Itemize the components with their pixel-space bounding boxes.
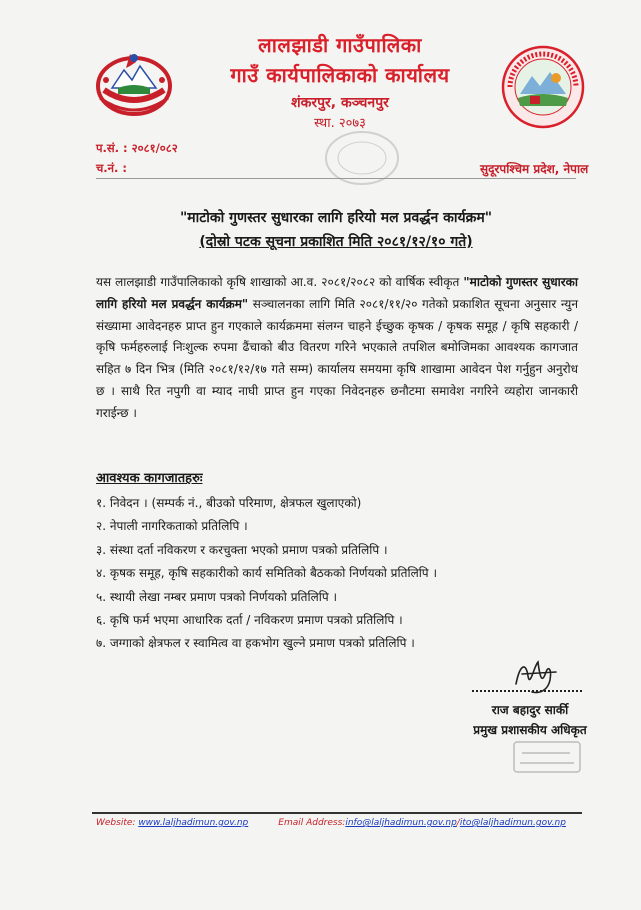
list-item: २. नेपाली नागरिकताको प्रतिलिपि । [96,519,248,534]
nepal-emblem-icon [90,40,178,120]
notice-body [96,272,578,425]
official-stamp-icon [512,740,582,774]
documents-list [96,492,566,656]
office-name: गाउँ कार्यपालिकाको कार्यालय [230,63,450,87]
dispatch-number: च.नं. : [96,161,128,175]
office-address: शंकरपुर, कञ्चनपुर [291,95,389,111]
faint-stamp-icon [322,128,402,188]
website-label: Website: [96,818,139,828]
footer [96,818,586,828]
body-intro: यस लालझाडी गाउँपालिकाको कृषि शाखाको आ.व. २०८१/२०८२ को वार्षिक स्वीकृत [96,275,460,289]
email-link-info[interactable]: info@laljhadimun.gov.np [345,818,457,828]
established-year: स्था. २०७३ [314,116,366,131]
signatory-designation: प्रमुख प्रशासकीय अधिकृत [473,723,587,737]
list-item: ६. कृषि फर्म भएमा आधारिक दर्ता / नविकरण प्रमाण पत्रको प्रतिलिपि । [96,613,403,628]
email-label: Email Address: [278,818,346,828]
body-details: सञ्चालनका लागि मिति २०८१/११/२० गतेको प्रकाशित सूचना अनुसार न्युन संख्यामा आवेदनहरु प्राप्त हुन गएकाले कार्यक्रममा संलग्न चाहने ईच्छुक कृषक / कृषक समूह / कृषि सहकारी / कृषि फर्महरुलाई निःशुल्क रुपमा ढैंचाको बीउ वितरण गरिने भएकाले तपशिल बमोजिमका आवश्यक कागजात सहित ७ दिन भित्र (मिति २०८१/१२/१७ गते सम्म) कार्यालय समयमा कृषि शाखामा आवेदन पेश गर्नुहुन अनुरोध छ । साथै रित नपुगी वा म्याद नाघी प्राप्त हुन गएका निवेदनहरु छनौटमा समावेश नगरिने व्यहोरा जानकारी गराईन्छ । [96,296,578,420]
signature-line [472,690,582,692]
footer-divider [92,812,582,814]
documents-heading: आवश्यक कागजातहरुः [96,471,203,486]
list-item: १. निवेदन । (सम्पर्क नं., बीउको परिमाण, क्षेत्रफल खुलाएको) [96,496,362,510]
notice-title: "माटोको गुणस्तर सुधारका लागि हरियो मल प्रवर्द्धन कार्यक्रम" [179,210,493,226]
list-item: ७. जग्गाको क्षेत्रफल र स्वामित्व वा हकभोग खुल्ने प्रमाण पत्रको प्रतिलिपि । [96,636,415,651]
email-separator: / [456,818,460,828]
province-name: सुदूरपश्चिम प्रदेश, नेपाल [480,162,589,176]
list-item: ५. स्थायी लेखा नम्बर प्रमाण पत्रको निर्णयको प्रतिलिपि । [96,589,337,604]
signatory-name: राज बहादुर सार्की [491,703,569,717]
municipality-seal-icon [500,44,586,130]
list-item: ४. कृषक समूह, कृषि सहकारीको कार्य समितिको बैठकको निर्णयको प्रतिलिपि । [96,566,437,581]
office-header [180,30,500,134]
email-link-ito[interactable]: ito@laljhadimun.gov.np [459,818,566,828]
municipality-name: लालझाडी गाउँपालिका [258,33,422,57]
header-divider [96,178,576,179]
notice-subtitle-text: (दोस्रो पटक सूचना प्रकाशित मिति २०८१/१२/१० गते) [199,234,473,250]
notice-subtitle [96,230,576,254]
reference-number: प.सं. : २०८१/०८२ [96,141,178,155]
body-program-name: "माटोको गुणस्तर सुधारका लागि हरियो मल प्रवर्द्धन कार्यक्रम" [96,275,578,311]
website-link[interactable]: www.laljhadimun.gov.np [138,818,249,828]
list-item: ३. संस्था दर्ता नविकरण र करचुक्ता भएको प्रमाण पत्रको प्रतिलिपि । [96,542,388,557]
